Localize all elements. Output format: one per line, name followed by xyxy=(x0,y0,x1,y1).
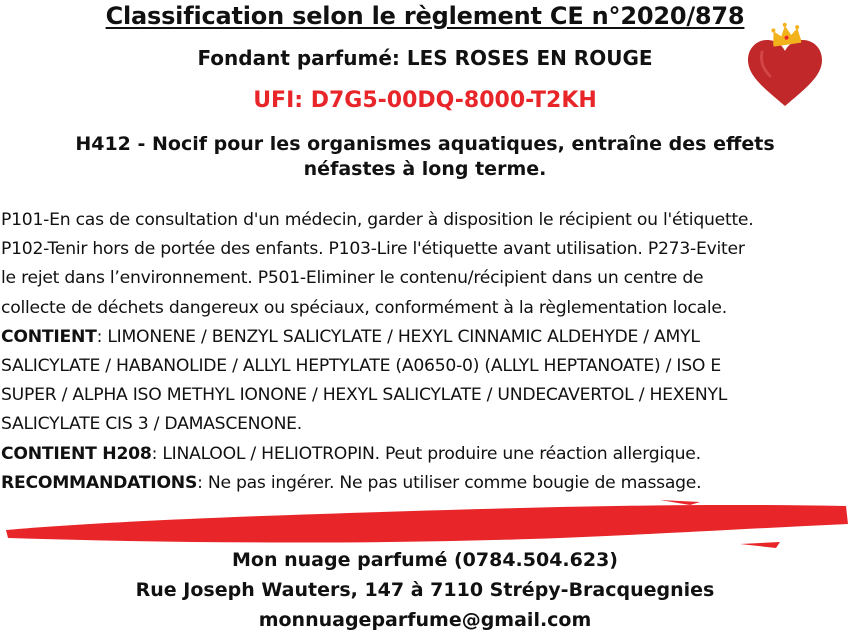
contient-label: CONTIENT xyxy=(1,326,97,347)
text-line: SALICYLATE / HABANOLIDE / ALLYL HEPTYLATE (A0650-0) (ALLYL HEPTANOATE) / ISO E xyxy=(1,355,721,376)
text-line: collecte de déchets dangereux ou spéciaux, conformément à la règlementation locale. xyxy=(1,297,727,318)
contient-text: : LIMONENE / BENZYL SALICYLATE / HEXYL CINNAMIC ALDEHYDE / AMYL xyxy=(96,326,700,347)
contient-line xyxy=(1,323,849,352)
h208-text: : LINALOOL / HELIOTROPIN. Peut produire une réaction allergique. xyxy=(151,443,701,464)
page-title: Classification selon le règlement CE n°2020/878 xyxy=(105,2,745,30)
company-name: Mon nuage parfumé (0784.504.623) xyxy=(232,549,618,571)
text-line: SUPER / ALPHA ISO METHYL IONONE / HEXYL SALICYLATE / UNDECAVERTOL / HEXENYL xyxy=(1,385,728,406)
h208-line xyxy=(1,440,849,469)
text-line: P101-En cas de consultation d'un médecin, garder à disposition le récipient ou l'étiquette. xyxy=(1,210,754,230)
product-name: Fondant parfumé: LES ROSES EN ROUGE xyxy=(197,46,653,70)
footer xyxy=(0,545,850,635)
recommendations-text: : Ne pas ingérer. Ne pas utiliser comme bougie de massage. xyxy=(197,472,702,493)
text-line: P102-Tenir hors de portée des enfants. P103-Lire l'étiquette avant utilisation. P273-Eviter xyxy=(1,239,745,260)
company-address: Rue Joseph Wauters, 147 à 7110 Strépy-Bracquegnies xyxy=(135,579,715,601)
hazard-statement: H412 - Nocif pour les organismes aquatiques, entraîne des effets néfastes à long terme. xyxy=(75,133,775,180)
ufi-code: UFI: D7G5-00DQ-8000-T2KH xyxy=(253,88,597,113)
label-body xyxy=(1,206,849,498)
text-line: le rejet dans l’environnement. P501-Eliminer le contenu/récipient dans un centre de xyxy=(1,268,704,289)
crowned-heart-icon xyxy=(740,22,830,112)
recommendations-label: RECOMMANDATIONS xyxy=(1,472,198,493)
company-email: monnuageparfume@gmail.com xyxy=(258,609,592,631)
h208-label: CONTIENT H208 xyxy=(1,443,152,464)
text-line: SALICYLATE CIS 3 / DAMASCENONE. xyxy=(1,414,303,435)
